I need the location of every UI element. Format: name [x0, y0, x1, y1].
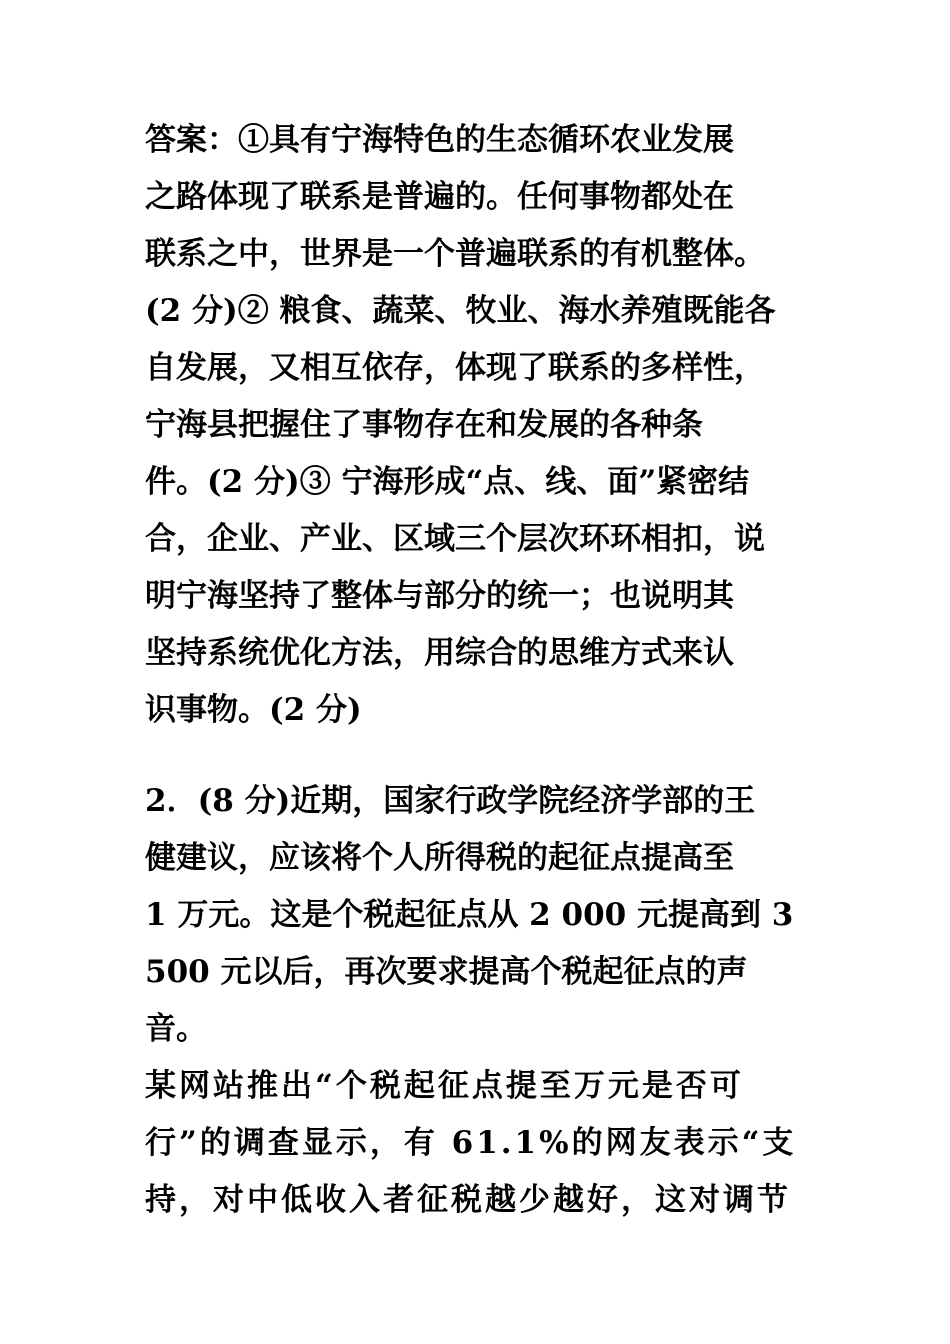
answer-line-2: 之路体现了联系是普遍的。任何事物都处在: [145, 179, 734, 215]
answer-section: [145, 112, 815, 739]
question-line-3: 1 万元。这是个税起征点从 2 000 元提高到 3: [145, 897, 794, 933]
answer-line-1: [145, 112, 815, 169]
answer-line-3: 联系之中，世界是一个普遍联系的有机整体。: [145, 236, 765, 272]
answer-line-8: 合，企业、产业、区域三个层次环环相扣，说: [145, 521, 765, 557]
answer-line-7: 件。(2 分)③ 宁海形成“点、线、面”紧密结: [145, 464, 750, 500]
answer-line-6: 宁海县把握住了事物存在和发展的各种条: [145, 407, 703, 443]
answer-line-9: 明宁海坚持了整体与部分的统一；也说明其: [145, 578, 734, 614]
answer-label: 答案：: [145, 122, 238, 158]
answer-line-4: (2 分)② 粮食、蔬菜、牧业、海水养殖既能各: [145, 293, 776, 329]
answer-line-10: 坚持系统优化方法，用综合的思维方式来认: [145, 635, 734, 671]
question-line-1: 2．(8 分)近期，国家行政学院经济学部的王: [145, 783, 756, 819]
question-line-5: 音。: [145, 1011, 207, 1047]
question-line-8: 持，对中低收入者征税越少越好，这对调节: [145, 1182, 791, 1218]
answer-line-5: 自发展，又相互依存，体现了联系的多样性，: [145, 350, 765, 386]
question-line-6: 某网站推出“个税起征点提至万元是否可: [145, 1068, 744, 1104]
answer-text: ①具有宁海特色的生态循环农业发展: [238, 122, 734, 158]
question-line-2: 健建议，应该将个人所得税的起征点提高至: [145, 840, 734, 876]
question-line-4: 500 元以后，再次要求提高个税起征点的声: [145, 954, 748, 990]
question-line-7: 行”的调查显示，有 61.1%的网友表示“支: [145, 1125, 797, 1161]
answer-line-11: 识事物。(2 分): [145, 692, 362, 728]
question-section: [145, 773, 815, 1229]
